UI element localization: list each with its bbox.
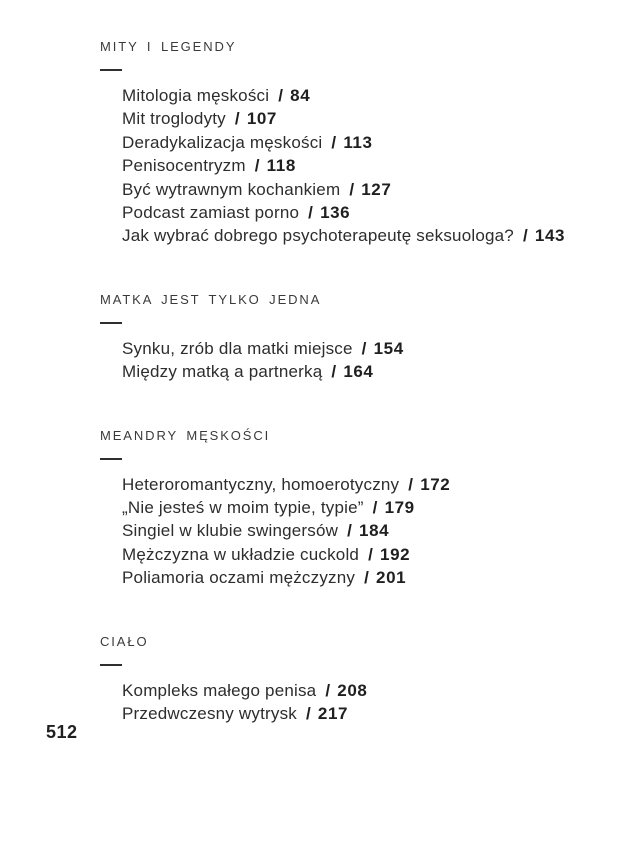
toc-item	[122, 519, 623, 542]
toc-item-title: „Nie jesteś w moim typie, typie”	[122, 498, 364, 518]
toc-section-cialo	[100, 634, 623, 726]
toc-item-title: Być wytrawnym kochankiem	[122, 179, 341, 199]
toc-item-title: Mit troglodyty	[122, 109, 226, 129]
toc-page-number: 154	[373, 338, 404, 358]
section-rule	[100, 458, 122, 460]
toc-separator: /	[522, 226, 528, 246]
toc-separator: /	[372, 498, 378, 518]
toc-separator: /	[361, 338, 367, 358]
toc-item-title: Jak wybrać dobrego psychoterapeutę seksuologa?	[122, 226, 514, 246]
folio-page-number: 512	[46, 722, 78, 742]
toc-section-mity-i-legendy	[100, 39, 623, 248]
toc-page-number: 201	[376, 568, 407, 588]
toc-item	[122, 679, 623, 702]
toc-item-title: Kompleks małego penisa	[122, 680, 317, 700]
toc-item-title: Singiel w klubie swingersów	[122, 521, 339, 541]
toc-page-number: 217	[317, 704, 349, 724]
toc-item	[122, 360, 623, 383]
toc-page-number: 164	[343, 362, 374, 382]
toc-page-number: 179	[384, 498, 415, 518]
toc-item	[122, 496, 623, 519]
toc-section-matka-jest-tylko-jedna	[100, 292, 623, 384]
toc-item-title: Podcast zamiast porno	[122, 203, 300, 223]
toc-item	[122, 178, 623, 201]
section-rule	[100, 69, 122, 71]
toc-item	[122, 224, 623, 247]
toc-page-number: 192	[380, 544, 411, 564]
toc-item-title: Poliamoria oczami mężczyzny	[122, 568, 356, 588]
toc-separator: /	[331, 362, 337, 382]
toc-page-number: 118	[266, 156, 296, 176]
toc-separator: /	[325, 680, 331, 700]
toc-item-title: Przedwczesny wytrysk	[122, 704, 297, 724]
toc-separator: /	[364, 568, 370, 588]
toc-item-title: Mitologia męskości	[122, 86, 270, 105]
toc-separator: /	[234, 109, 240, 129]
toc-section-meandry-meskosci	[100, 428, 623, 590]
section-item-list	[100, 473, 623, 590]
toc-page-number: 136	[320, 203, 351, 223]
toc-separator: /	[278, 86, 284, 105]
toc-page-number: 84	[290, 86, 311, 105]
toc-separator: /	[305, 704, 311, 724]
toc-separator: /	[331, 132, 337, 152]
toc-item	[122, 473, 623, 496]
section-title: MITY I LEGENDY	[100, 39, 237, 54]
toc-item	[122, 131, 623, 154]
toc-item	[122, 543, 623, 566]
toc-page-number: 208	[337, 680, 368, 700]
toc-item-title: Mężczyzna w układzie cuckold	[122, 544, 360, 564]
toc-separator: /	[347, 521, 353, 541]
toc-separator: /	[349, 179, 355, 199]
toc-page-number: 113	[343, 132, 373, 152]
toc-page-number: 143	[534, 226, 566, 246]
toc-item-title: Heteroromantyczny, homoerotyczny	[122, 474, 400, 494]
toc-item-title: Synku, zrób dla matki miejsce	[122, 338, 353, 358]
section-title: MATKA JEST TYLKO JEDNA	[100, 291, 322, 307]
toc-item	[122, 566, 623, 589]
toc-item	[122, 107, 623, 130]
toc-item	[122, 201, 623, 224]
section-title: MEANDRY MĘSKOŚCI	[100, 427, 271, 443]
toc-separator: /	[254, 156, 260, 176]
toc-item	[122, 84, 623, 107]
toc-separator: /	[408, 474, 414, 494]
toc-item	[122, 154, 623, 177]
toc-page-number: 127	[361, 179, 392, 199]
toc-page-number: 172	[420, 474, 451, 494]
section-rule	[100, 322, 122, 324]
section-title: CIAŁO	[100, 633, 149, 649]
toc-item-title: Deradykalizacja męskości	[122, 132, 323, 152]
section-item-list	[100, 337, 623, 384]
toc-separator: /	[368, 544, 374, 564]
toc-item-title: Między matką a partnerką	[122, 362, 323, 382]
section-rule	[100, 664, 122, 666]
toc-separator: /	[308, 203, 314, 223]
toc-item	[122, 337, 623, 360]
toc-item	[122, 702, 623, 725]
toc-item-title: Penisocentryzm	[122, 156, 246, 176]
section-item-list	[100, 84, 623, 248]
toc-page-number: 184	[359, 521, 390, 541]
toc-page-number: 107	[246, 109, 277, 129]
section-item-list	[100, 679, 623, 726]
